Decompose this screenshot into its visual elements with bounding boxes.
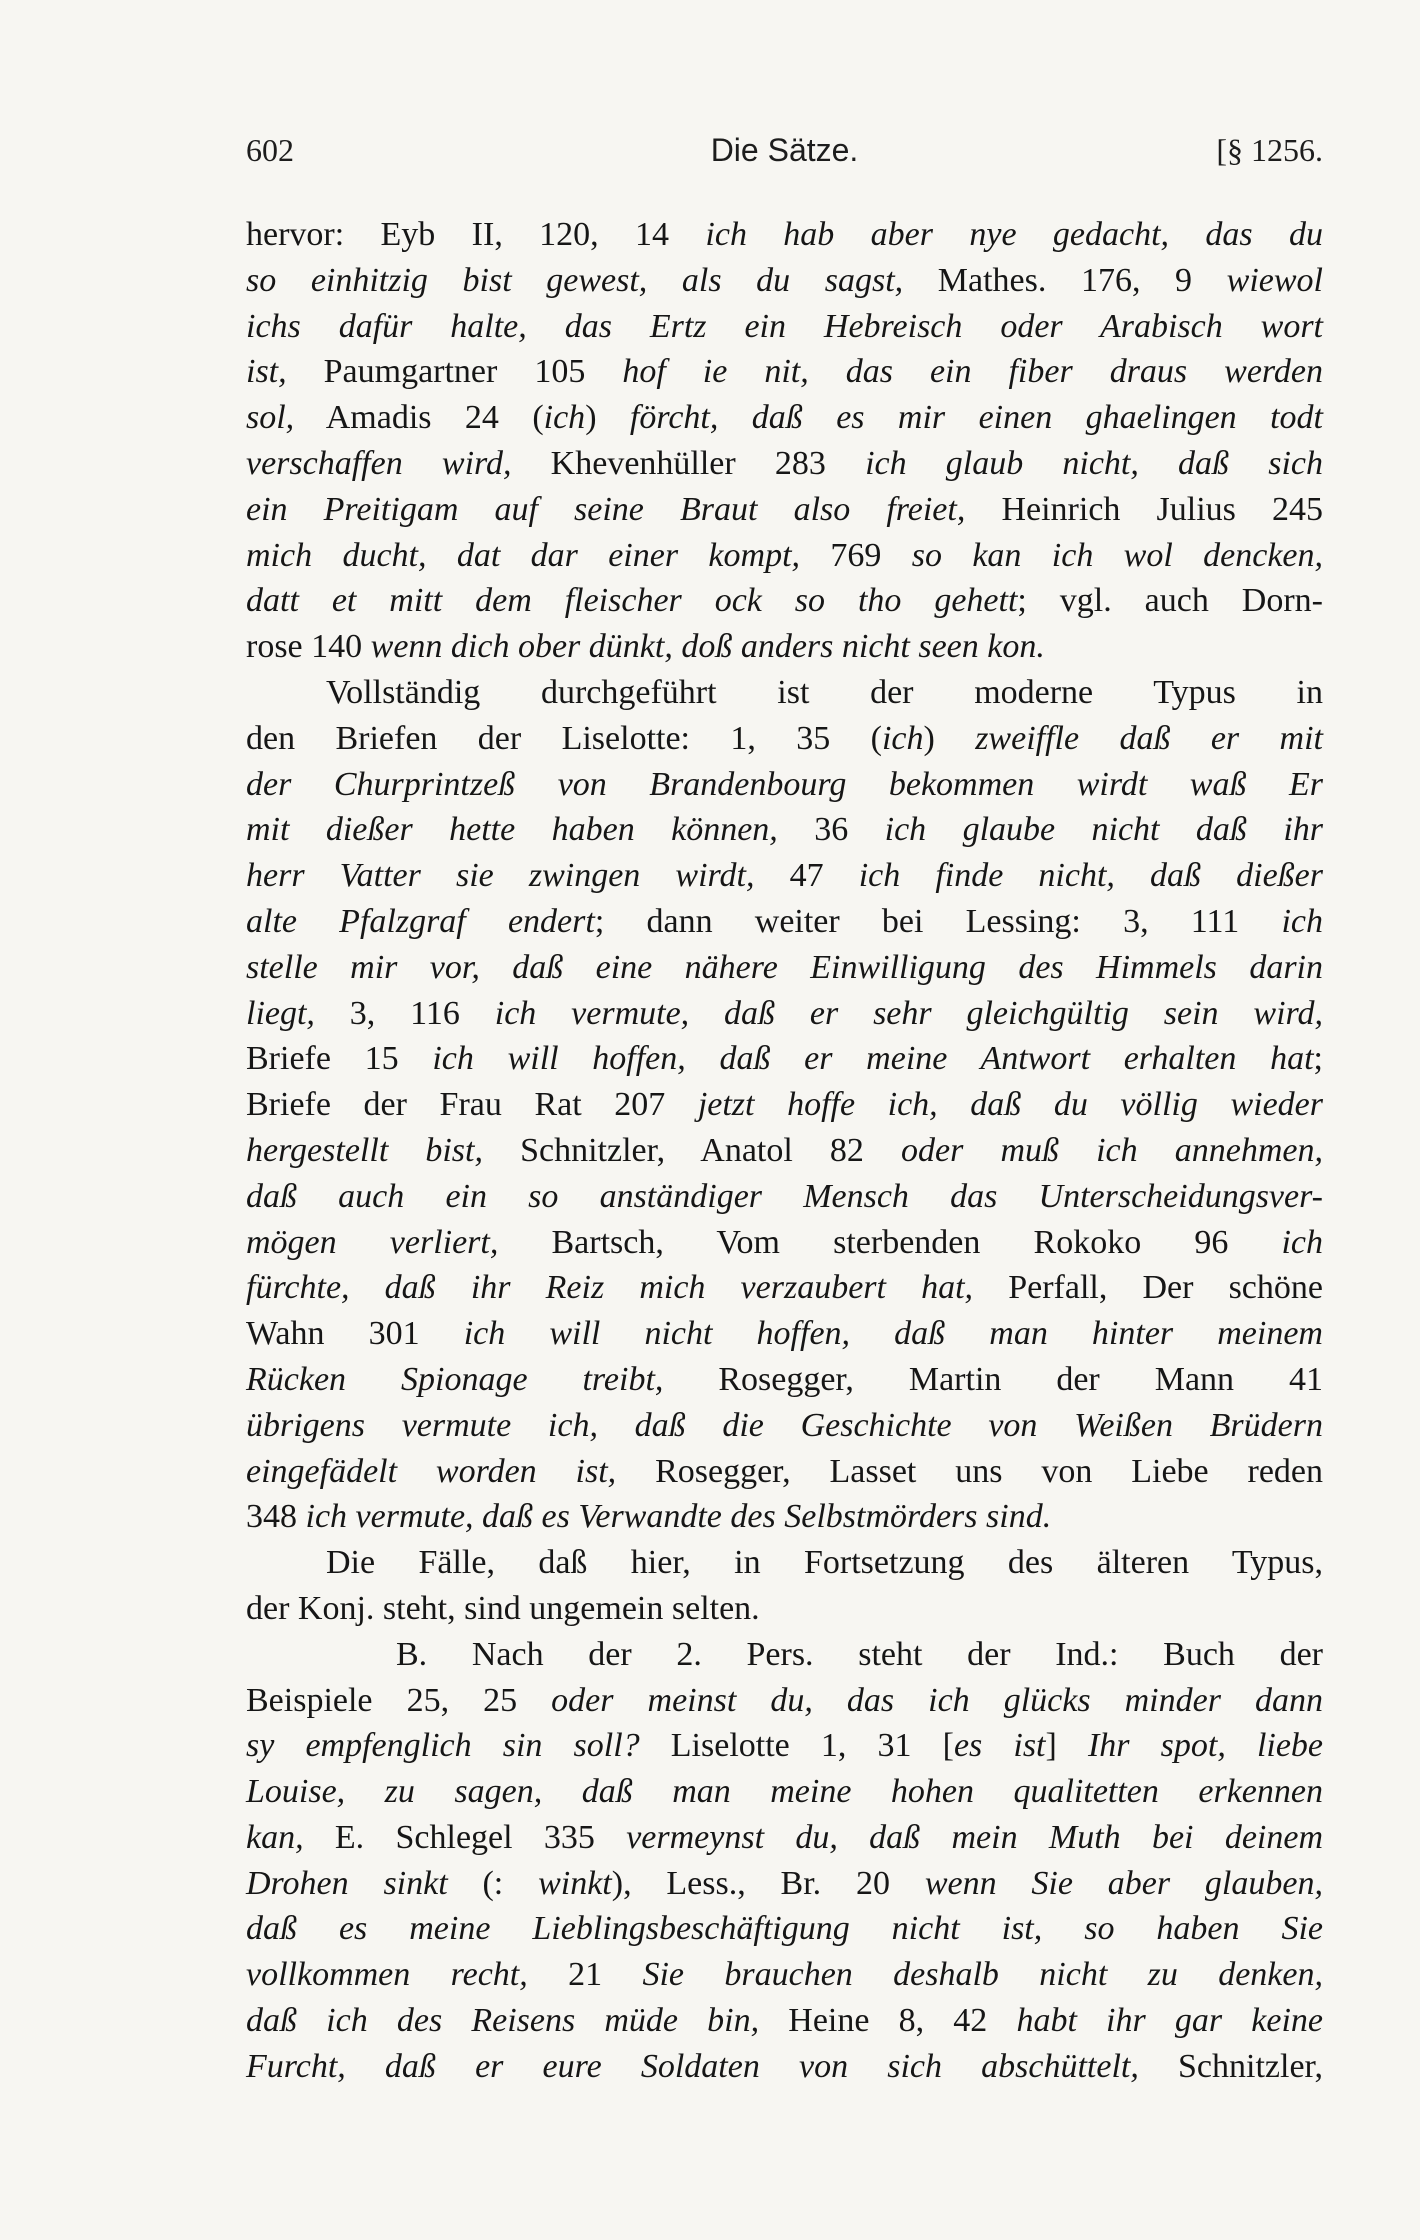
example-quote: wenn dich ober dünkt, doß anders nicht seen kon. — [370, 628, 1045, 666]
text-run: Perfall, Der schöne — [973, 1269, 1323, 1307]
example-quote: hergestellt bist, — [246, 1131, 483, 1169]
text-run: Schnitzler, — [1138, 2047, 1323, 2085]
text-line — [246, 945, 1323, 991]
text-run: Heinrich Julius 245 — [965, 490, 1323, 528]
text-run: Rosegger, Lasset uns von Liebe reden — [616, 1452, 1324, 1490]
example-quote: sy empfenglich sin soll? — [246, 1727, 640, 1765]
example-quote: ich — [543, 399, 586, 437]
text-run: Schnitzler, Anatol 82 — [482, 1131, 902, 1169]
text-run: ; dann weiter bei Lessing: 3, 111 — [594, 902, 1282, 940]
example-quote: zweiffle daß er mit — [975, 719, 1323, 757]
text-line — [246, 762, 1323, 808]
text-line — [246, 1632, 1323, 1678]
text-run: 348 — [246, 1498, 306, 1536]
text-line — [246, 1403, 1323, 1449]
page-number: 602 — [246, 132, 294, 168]
text-run: ; — [1313, 1040, 1323, 1078]
text-line — [246, 304, 1323, 350]
text-line — [246, 2044, 1323, 2090]
text-line — [246, 1678, 1323, 1724]
example-quote: winkt — [538, 1864, 612, 1902]
example-quote: Drohen sinkt — [246, 1864, 448, 1902]
section-marker: [§ 1256. — [1216, 132, 1323, 168]
text-line — [246, 1357, 1323, 1403]
example-quote: habt ihr gar keine — [1016, 2002, 1324, 2040]
example-quote: eingefädelt worden ist, — [246, 1452, 617, 1490]
example-quote: der Churprintzeß von Brandenbourg bekommen wirdt waß Er — [246, 765, 1323, 803]
text-line — [246, 1540, 1323, 1586]
example-quote: ich vermute, daß er sehr gleichgültig sein wird, — [494, 994, 1323, 1032]
example-quote: mich ducht, dat dar einer kompt, — [246, 536, 801, 574]
text-line — [246, 1998, 1323, 2044]
example-quote: ich — [881, 719, 924, 757]
example-quote: übrigens vermute ich, daß die Geschichte von Weißen Brüdern — [246, 1406, 1323, 1444]
text-run: ; vgl. auch Dorn- — [1017, 582, 1323, 620]
text-line — [246, 1036, 1323, 1082]
example-quote: Louise, zu sagen, daß man meine hohen qualitetten erkennen — [246, 1773, 1323, 1811]
text-line — [246, 1769, 1323, 1815]
text-line — [246, 487, 1323, 533]
text-run: der Konj. steht, sind ungemein selten. — [246, 1589, 760, 1627]
example-quote: so kan ich wol dencken, — [911, 536, 1324, 574]
text-line — [246, 212, 1323, 258]
example-quote: daß auch ein so anständiger Mensch das Unterscheidungsver- — [246, 1177, 1323, 1215]
example-quote: herr Vatter sie zwingen wirdt, — [246, 857, 755, 895]
text-line — [246, 1174, 1323, 1220]
text-line — [246, 1815, 1323, 1861]
example-quote: vollkommen recht, — [246, 1956, 528, 1994]
example-quote: datt et mitt dem fleischer ock so tho gehett — [246, 582, 1018, 620]
text-line — [246, 624, 1323, 670]
text-line — [246, 807, 1323, 853]
text-run: Mathes. 176, 9 — [903, 261, 1227, 299]
text-line — [246, 1906, 1323, 1952]
example-quote: vermeynst du, daß mein Muth bei deinem — [626, 1818, 1324, 1856]
example-quote: oder muß ich annehmen, — [901, 1131, 1323, 1169]
text-line — [246, 1082, 1323, 1128]
running-header — [246, 132, 1323, 182]
text-run: Beispiele 25, 25 — [246, 1681, 552, 1719]
text-line — [246, 349, 1323, 395]
text-line — [246, 1265, 1323, 1311]
example-quote: förcht, daß es mir einen ghaelingen todt — [629, 399, 1323, 437]
example-quote: ist, — [246, 353, 287, 391]
text-run: Paumgartner 105 — [286, 353, 623, 391]
example-quote: ichs dafür halte, das Ertz ein Hebreisch oder Arabisch wort — [246, 307, 1323, 345]
example-quote: ich vermute, daß es Verwandte des Selbstmörders sind. — [305, 1498, 1052, 1536]
text-line — [246, 1586, 1323, 1632]
example-quote: oder meinst du, das ich glücks minder dann — [551, 1681, 1323, 1719]
text-run: Vollständig durchgeführt ist der moderne Typus in — [326, 673, 1323, 711]
example-quote: mögen verliert, — [246, 1223, 499, 1261]
text-run: B. Nach der 2. Pers. steht der Ind.: Buch der — [396, 1635, 1323, 1673]
example-quote: mit dießer hette haben können, — [246, 811, 778, 849]
text-run: Amadis 24 ( — [294, 399, 544, 437]
text-line — [246, 853, 1323, 899]
example-quote: stelle mir vor, daß eine nähere Einwilligung des Himmels darin — [246, 948, 1323, 986]
text-run: E. Schlegel 335 — [303, 1818, 627, 1856]
example-quote: ich — [1281, 902, 1324, 940]
example-quote: Sie brauchen deshalb nicht zu denken, — [642, 1956, 1323, 1994]
text-run: Die Fälle, daß hier, in Fortsetzung des älteren Typus, — [326, 1544, 1323, 1582]
example-quote: wenn Sie aber glauben, — [924, 1864, 1323, 1902]
text-line — [246, 670, 1323, 716]
text-run: Heine 8, 42 — [759, 2002, 1017, 2040]
example-quote: ich will hoffen, daß er meine Antwort erhalten hat — [432, 1040, 1314, 1078]
text-line — [246, 1861, 1323, 1907]
example-quote: jetzt hoffe ich, daß du völlig wieder — [697, 1086, 1323, 1124]
text-run: hervor: Eyb II, 120, 14 — [246, 216, 706, 253]
example-quote: ich glaub nicht, daß sich — [865, 444, 1323, 482]
text-run: 3, 116 — [314, 994, 495, 1032]
text-line — [246, 716, 1323, 762]
example-quote: daß es meine Lieblingsbeschäftigung nicht ist, so haben Sie — [246, 1910, 1323, 1948]
text-line — [246, 1723, 1323, 1769]
text-run: 769 — [800, 536, 912, 574]
text-line — [246, 533, 1323, 579]
text-run: Khevenhüller 283 — [511, 444, 866, 482]
text-run: Liselotte 1, 31 [ — [639, 1727, 954, 1765]
text-line — [246, 1311, 1323, 1357]
example-quote: ich — [1281, 1223, 1324, 1261]
example-quote: wiewol — [1226, 261, 1323, 299]
text-run: Bartsch, Vom sterbenden Rokoko 96 — [498, 1223, 1282, 1261]
example-quote: Rücken Spionage treibt, — [246, 1360, 664, 1398]
example-quote: hof ie nit, das ein fiber draus werden — [622, 353, 1323, 391]
text-line — [246, 1220, 1323, 1266]
example-quote: alte Pfalzgraf endert — [246, 902, 595, 940]
running-title: Die Sätze. — [710, 132, 859, 168]
example-quote: ich hab aber nye gedacht, das du — [705, 216, 1323, 253]
text-line — [246, 1449, 1323, 1495]
text-line — [246, 1952, 1323, 1998]
text-run: (: — [447, 1864, 539, 1902]
example-quote: so einhitzig bist gewest, als du sagst, — [246, 261, 904, 299]
example-quote: es ist — [953, 1727, 1046, 1765]
text-run: 47 — [754, 857, 859, 895]
example-quote: fürchte, daß ihr Reiz mich verzaubert hat, — [246, 1269, 974, 1307]
body-text — [246, 212, 1323, 2090]
example-quote: Furcht, daß er eure Soldaten von sich abschüttelt, — [246, 2047, 1139, 2085]
example-quote: ich will nicht hoffen, daß man hinter meinem — [463, 1315, 1323, 1353]
text-run: ] — [1045, 1727, 1088, 1765]
text-run: Rosegger, Martin der Mann 41 — [663, 1360, 1323, 1398]
example-quote: ich glaube nicht daß ihr — [884, 811, 1323, 849]
example-quote: daß ich des Reisens müde bin, — [246, 2002, 760, 2040]
text-line — [246, 441, 1323, 487]
text-run: 36 — [777, 811, 885, 849]
example-quote: kan, — [246, 1818, 304, 1856]
text-run: rose 140 — [246, 628, 371, 666]
text-run: den Briefen der Liselotte: 1, 35 ( — [246, 719, 882, 757]
example-quote: liegt, — [246, 994, 315, 1032]
text-run: Briefe 15 — [246, 1040, 433, 1078]
example-quote: Ihr spot, liebe — [1087, 1727, 1324, 1765]
text-run: ), Less., Br. 20 — [611, 1864, 925, 1902]
text-line — [246, 1494, 1323, 1540]
text-run: ) — [585, 399, 630, 437]
example-quote: verschaffen wird, — [246, 444, 512, 482]
example-quote: ein Preitigam auf seine Braut also freiet, — [246, 490, 966, 528]
text-line — [246, 258, 1323, 304]
example-quote: sol, — [246, 399, 295, 437]
text-run: Briefe der Frau Rat 207 — [246, 1086, 698, 1124]
text-run: 21 — [527, 1956, 643, 1994]
example-quote: ich finde nicht, daß dießer — [858, 857, 1323, 895]
text-run: Wahn 301 — [246, 1315, 464, 1353]
text-line — [246, 578, 1323, 624]
text-run: ) — [923, 719, 976, 757]
text-line — [246, 899, 1323, 945]
text-line — [246, 1128, 1323, 1174]
text-line — [246, 395, 1323, 441]
text-line — [246, 991, 1323, 1037]
